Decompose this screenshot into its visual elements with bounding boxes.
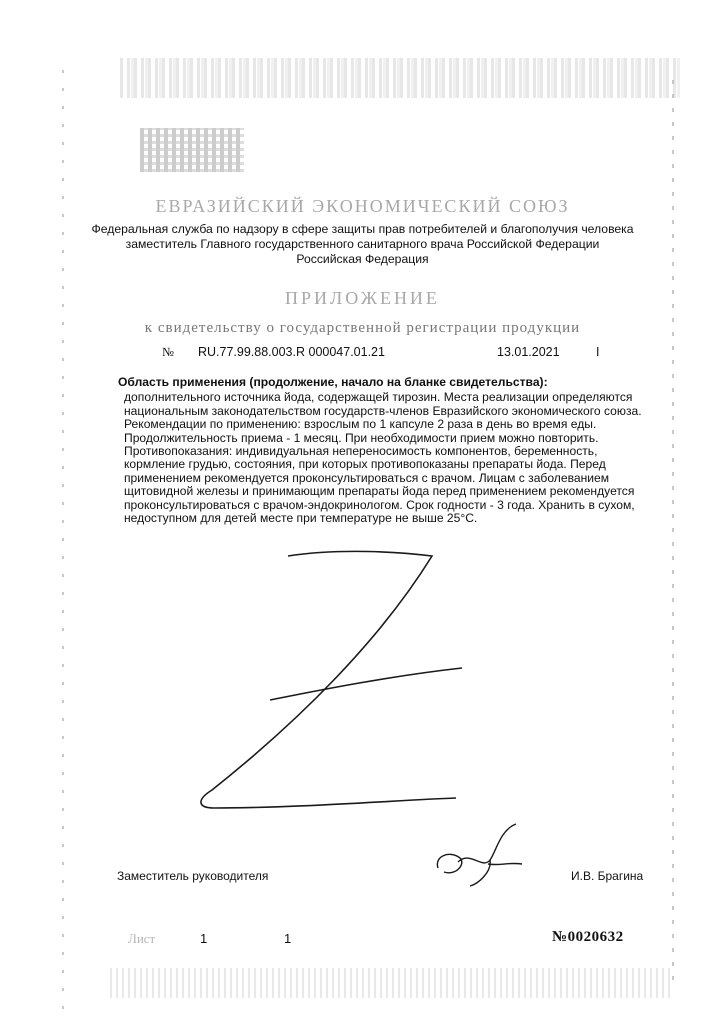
sheet-number: 1 — [200, 931, 208, 946]
registration-date: 13.01.2021 — [497, 345, 560, 359]
form-serial-number: №0020632 — [552, 929, 624, 945]
sheet-total: 1 — [284, 931, 292, 946]
faded-bottom-text — [110, 968, 670, 998]
signature-icon — [430, 820, 530, 890]
issuer-line-2: заместитель Главного государственного санитарного врача Российской Федерации — [125, 237, 600, 251]
section-title: Область применения (продолжение, начало на бланке свидетельства): — [118, 375, 548, 389]
issuer-line-3: Российская Федерация — [296, 252, 429, 266]
section-body: дополнительного источника йода, содержащей тирозин. Места реализации определяются национальным законодательством государств-членов Евразийского экономического союза. Рекомендации по применению: взрослым по 1 капсуле 2 раза в день во время еды. Продолжительность приема - 1 месяц. При необходимости прием можно повторить. Противопоказания: индивидуальная непереносимость компонентов, беременность, кормление грудью, состояния, при которых противопоказаны препараты йода. Перед применением рекомендуется проконсультироваться с врачом. Лицам с заболеванием щитовидной железы и принимающим препараты йода перед применением рекомендуется проконсультироваться с врачом-эндокринологом. Срок годности - 3 года. Хранить в сухом, недоступном для детей месте при температуре не выше 25°С. — [124, 390, 642, 526]
appendix-subtitle: к свидетельству о государственной регистрации продукции — [144, 320, 581, 336]
registration-number: RU.77.99.88.003.R 000047.01.21 — [198, 345, 385, 359]
appendix-title: ПРИЛОЖЕНИЕ — [285, 288, 440, 308]
registration-number-mark: № — [162, 345, 174, 359]
signatory-name: И.В. Брагина — [571, 869, 644, 883]
issuer-line-1: Федеральная служба по надзору в сфере защиты прав потребителей и благополучия человека — [91, 222, 634, 236]
signatory-position: Заместитель руководителя — [117, 869, 269, 883]
union-heading: ЕВРАЗИЙСКИЙ ЭКОНОМИЧЕСКИЙ СОЮЗ — [155, 196, 570, 216]
registration-tick-mark: I — [596, 345, 600, 359]
sheet-label: Лист — [128, 931, 156, 946]
